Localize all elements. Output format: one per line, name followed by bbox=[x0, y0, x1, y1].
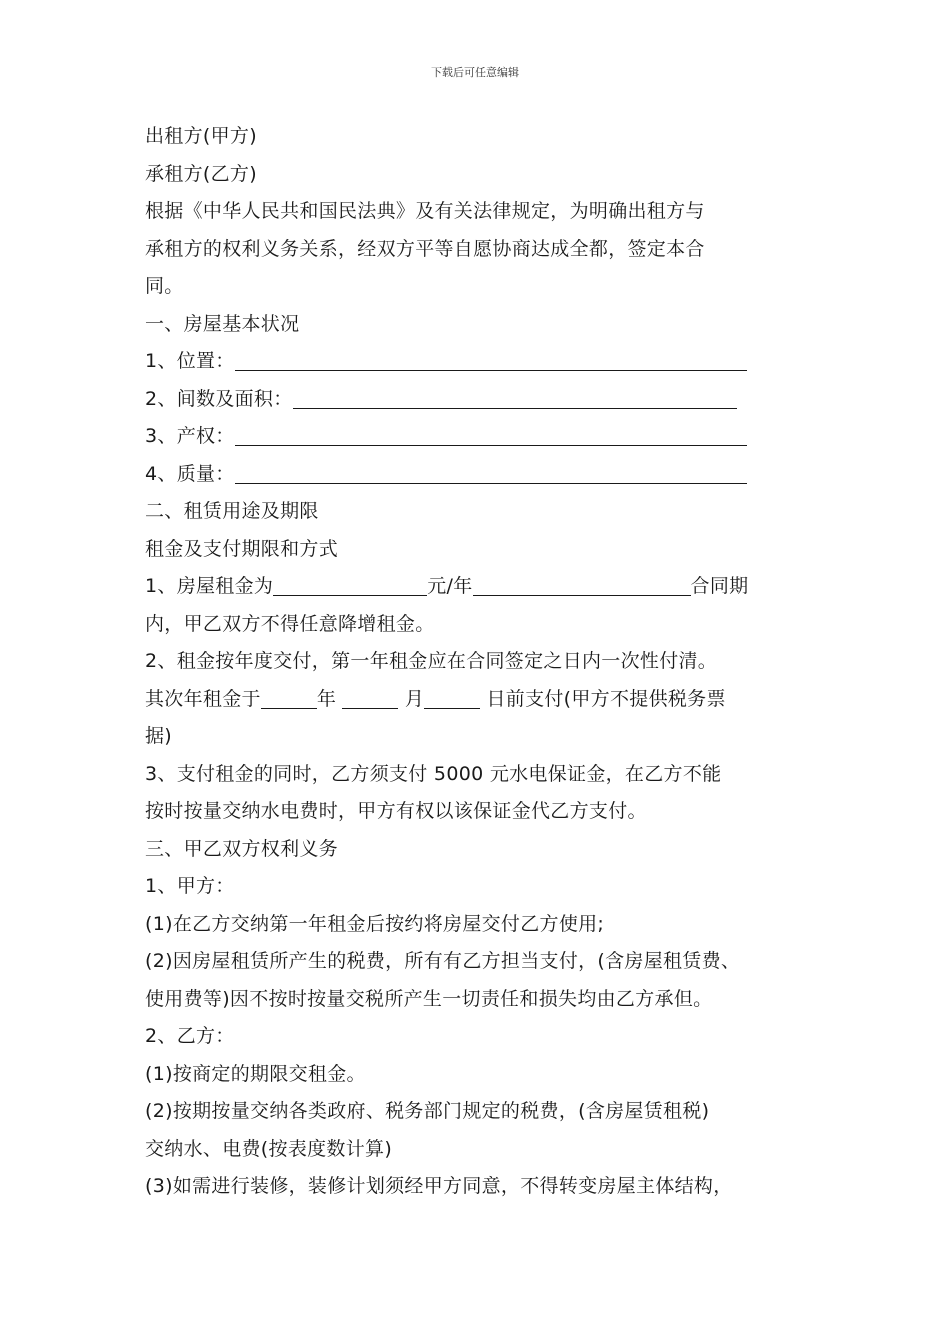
field-location-blank bbox=[235, 348, 747, 371]
section-3-title: 三、甲乙双方权利义务 bbox=[145, 837, 339, 860]
rent-title: 租金及支付期限和方式 bbox=[145, 537, 339, 560]
field-location-label: 1、位置： bbox=[145, 350, 235, 372]
page-header-note: 下载后可任意编辑 bbox=[431, 66, 519, 79]
party-a-item-1: (1)在乙方交纳第一年租金后按约将房屋交付乙方使用; bbox=[145, 912, 605, 935]
field-ownership bbox=[145, 418, 835, 456]
field-quality-blank bbox=[235, 461, 747, 484]
rent-unit: 元/年 bbox=[427, 575, 473, 597]
rent-clause-1-line-2: 内，甲乙双方不得任意降增租金。 bbox=[145, 612, 435, 635]
year-label: 年 bbox=[316, 687, 337, 710]
field-ownership-blank bbox=[235, 423, 747, 446]
month-label: 月 bbox=[404, 687, 425, 710]
rent-amount-blank bbox=[273, 573, 427, 596]
field-quality-label: 4、质量： bbox=[145, 462, 235, 485]
lessor-line: 出租方(甲方) bbox=[145, 125, 257, 147]
party-b-item-2-line-2: 交纳水、电费(按表度数计算) bbox=[145, 1137, 393, 1160]
party-b-item-3: (3)如需进行装修，装修计划须经甲方同意，不得转变房屋主体结构， bbox=[145, 1175, 733, 1197]
party-b-item-2-line-1: (2)按期按量交纳各类政府、税务部门规定的税费，(含房屋赁租税) bbox=[145, 1100, 710, 1122]
field-rooms-area-label: 2、间数及面积： bbox=[145, 387, 293, 410]
section-2-title: 二、租赁用途及期限 bbox=[145, 500, 319, 522]
party-a-title: 1、甲方： bbox=[145, 875, 235, 897]
rent-clause-2-line-2 bbox=[145, 681, 835, 719]
field-location bbox=[145, 343, 835, 381]
rent-clause-2-line-3: 据) bbox=[145, 725, 173, 747]
year-blank bbox=[261, 686, 317, 709]
rent-clause-3-line-2: 按时按量交纳水电费时，甲方有权以该保证金代乙方支付。 bbox=[145, 800, 647, 822]
field-ownership-label: 3、产权： bbox=[145, 425, 235, 447]
field-rooms-area bbox=[145, 381, 835, 419]
field-quality bbox=[145, 456, 835, 494]
lessee-line: 承租方(乙方) bbox=[145, 162, 257, 185]
rent-clause-2-prefix: 其次年租金于 bbox=[145, 687, 261, 710]
rent-clause-3-line-1: 3、支付租金的同时，乙方须支付 5000 元水电保证金，在乙方不能 bbox=[145, 762, 722, 785]
field-rooms-area-blank bbox=[293, 386, 737, 409]
rent-term-blank bbox=[473, 573, 691, 596]
rent-clause-2-line-1: 2、租金按年度交付，第一年租金应在合同签定之日内一次性付清。 bbox=[145, 650, 718, 672]
rent-clause-1 bbox=[145, 568, 835, 606]
party-b-item-1: (1)按商定的期限交租金。 bbox=[145, 1062, 366, 1085]
party-a-item-2-line-2: 使用费等)因不按时按量交税所产生一切责任和损失均由乙方承但。 bbox=[145, 987, 713, 1010]
month-blank bbox=[342, 686, 398, 709]
intro-line-1: 根据《中华人民共和国民法典》及有关法律规定，为明确出租方与 bbox=[145, 200, 705, 222]
section-1-title: 一、房屋基本状况 bbox=[145, 312, 300, 335]
party-b-title: 2、乙方： bbox=[145, 1025, 235, 1047]
intro-line-2: 承租方的权利义务关系，经双方平等自愿协商达成全都，签定本合 bbox=[145, 237, 705, 260]
contract-body bbox=[145, 118, 835, 1206]
party-a-item-2-line-1: (2)因房屋租赁所产生的税费，所有有乙方担当支付，(含房屋租赁费、 bbox=[145, 950, 741, 972]
rent-clause-2-suffix: 日前支付(甲方不提供税务票 bbox=[486, 687, 726, 710]
intro-line-3: 同。 bbox=[145, 275, 184, 297]
day-blank bbox=[424, 686, 480, 709]
rent-clause-1-prefix: 1、房屋租金为 bbox=[145, 575, 274, 597]
rent-clause-1-suffix: 合同期 bbox=[690, 575, 749, 597]
